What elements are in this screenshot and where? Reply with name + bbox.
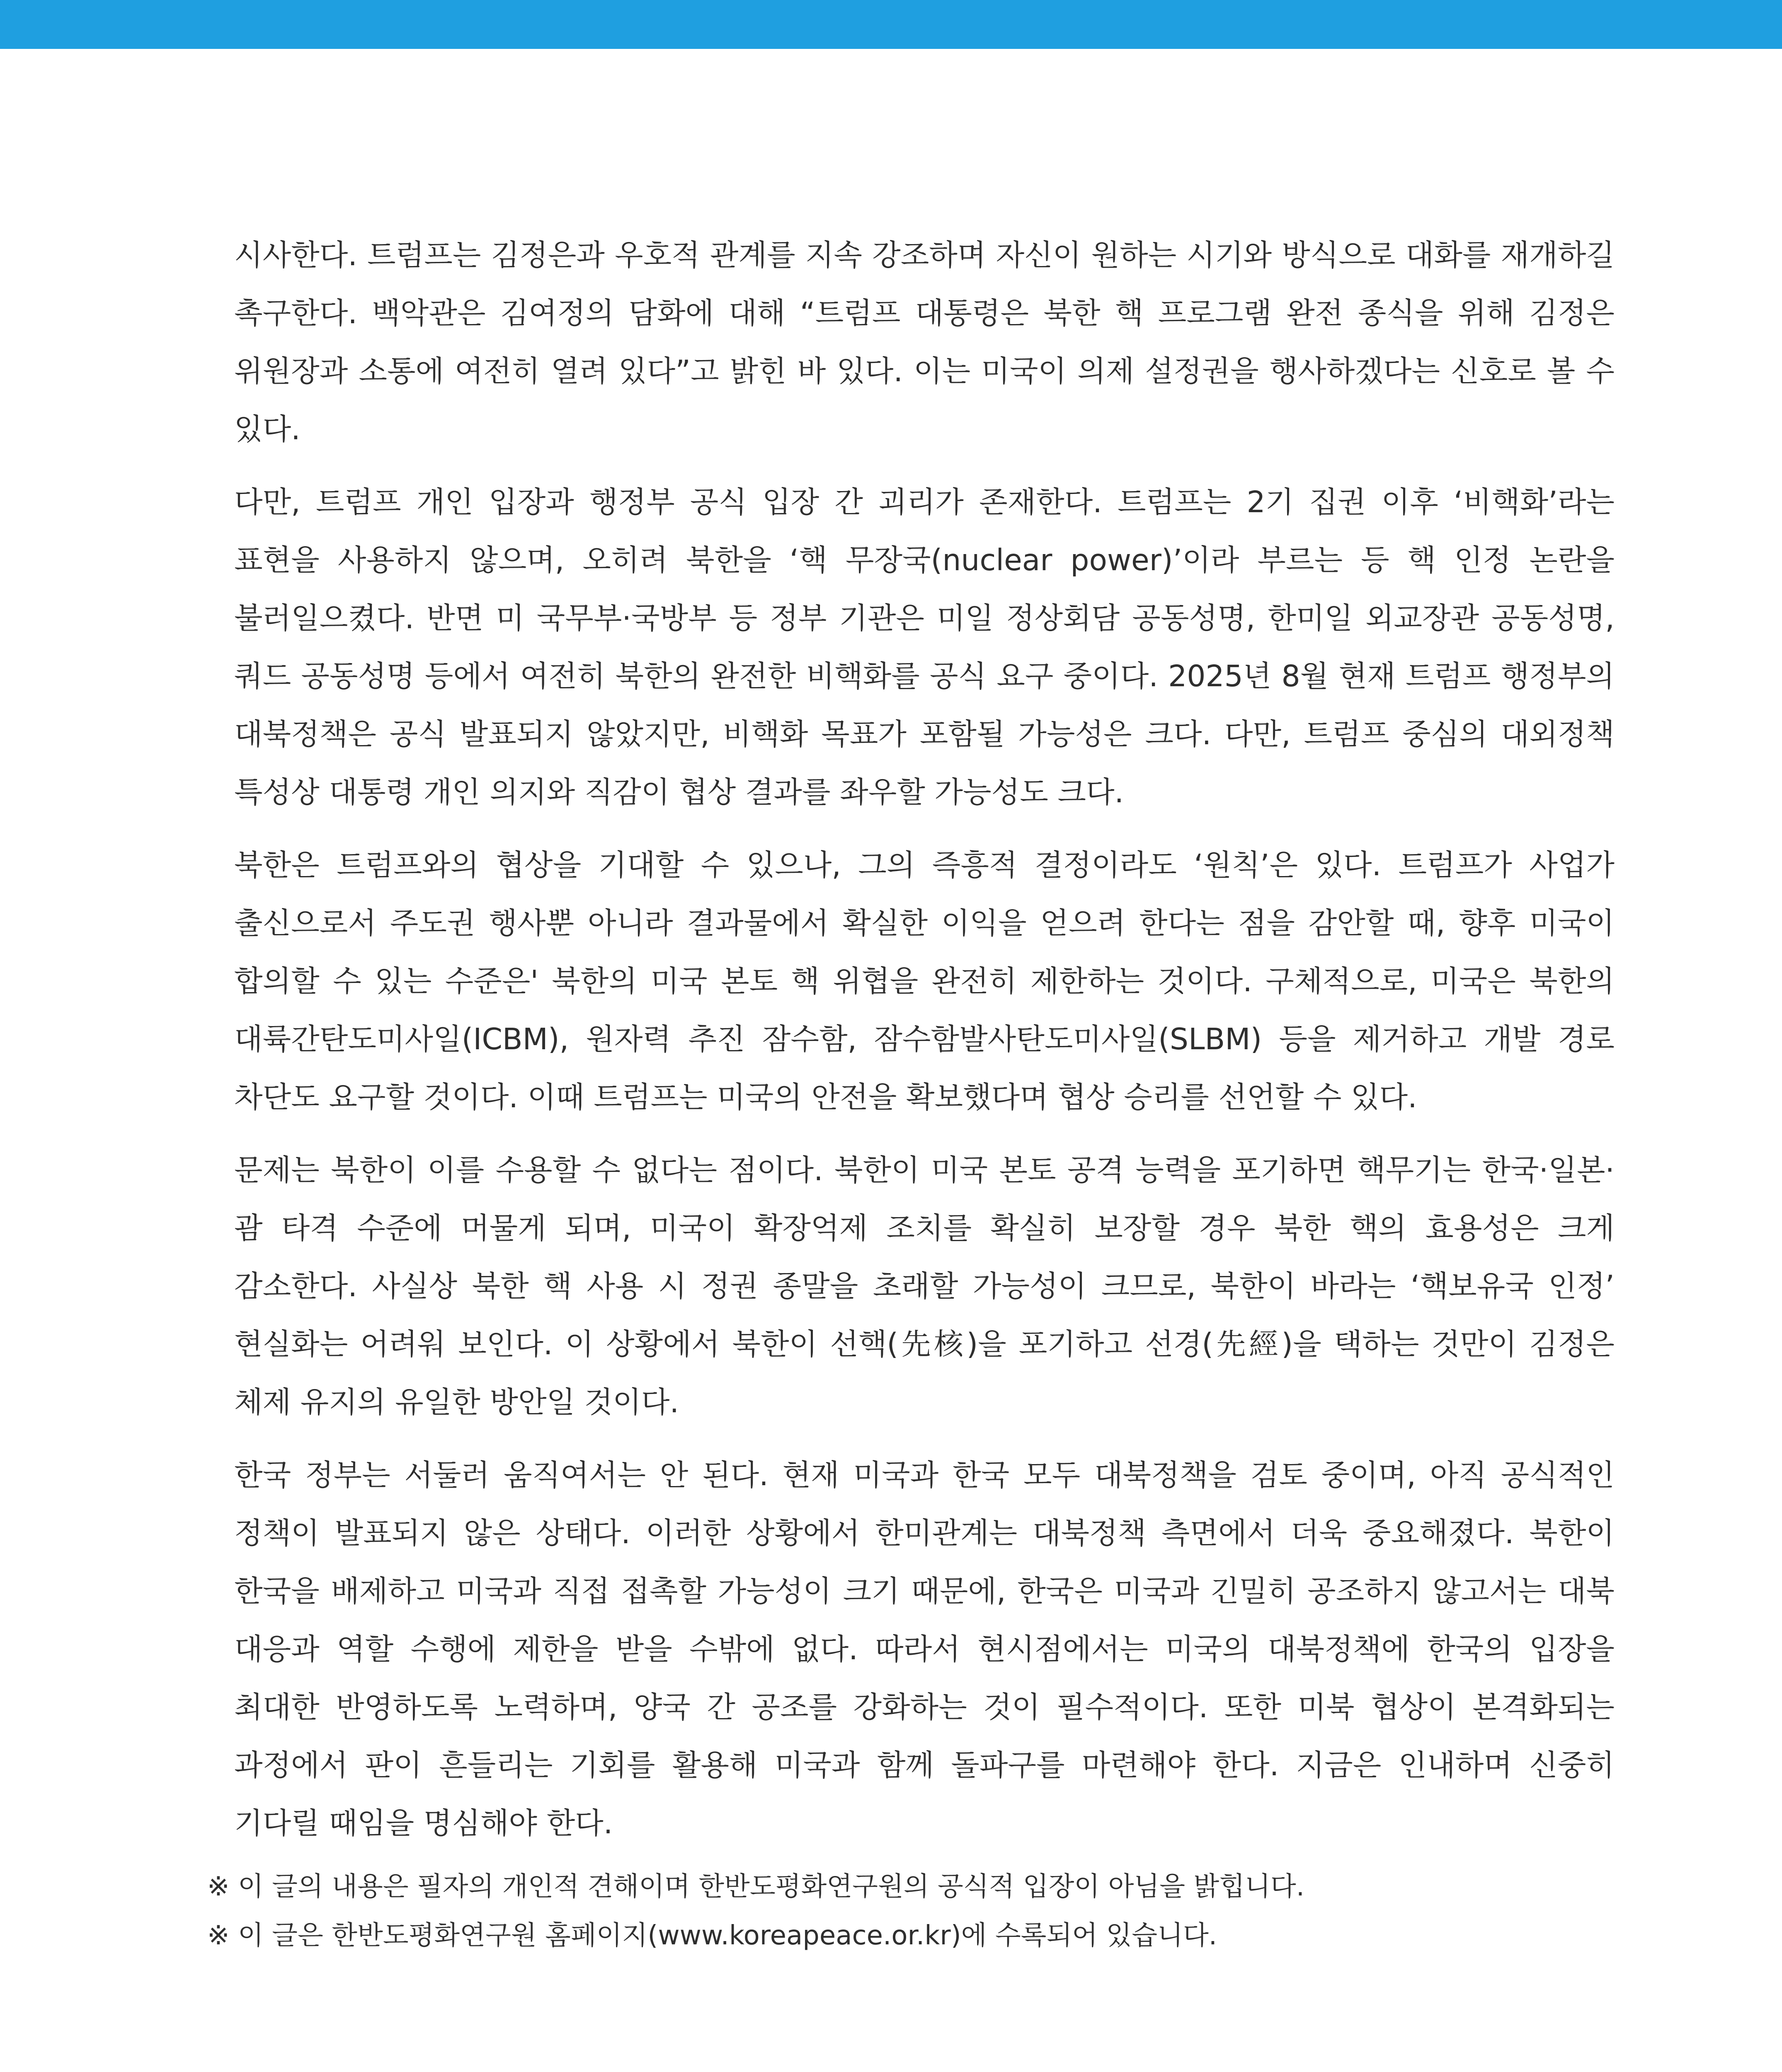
- article-body: [234, 226, 1615, 1867]
- disclaimer-note: ※ 이 글의 내용은 필자의 개인적 견해이며 한반도평화연구원의 공식적 입장이 아님을 밝힙니다.: [207, 1871, 1305, 1902]
- top-accent-bar: [0, 0, 1782, 49]
- article-paragraph: 시사한다. 트럼프는 김정은과 우호적 관계를 지속 강조하며 자신이 원하는 시기와 방식으로 대화를 재개하길 촉구한다. 백악관은 김여정의 담화에 대해 “트럼프 대통령은 북한 핵 프로그램 완전 종식을 위해 김정은 위원장과 소통에 여전히 열려 있다”고 밝힌 바 있다. 이는 미국이 의제 설정권을 행사하겠다는 신호로 볼 수 있다.: [234, 238, 1615, 446]
- article-paragraph: 한국 정부는 서둘러 움직여서는 안 된다. 현재 미국과 한국 모두 대북정책을 검토 중이며, 아직 공식적인 정책이 발표되지 않은 상태다. 이러한 상황에서 한미관계는 대북정책 측면에서 더욱 중요해졌다. 북한이 한국을 배제하고 미국과 직접 접촉할 가능성이 크기 때문에, 한국은 미국과 긴밀히 공조하지 않고서는 대북 대응과 역할 수행에 제한을 받을 수밖에 없다. 따라서 현시점에서는 미국의 대북정책에 한국의 입장을 최대한 반영하도록 노력하며, 양국 간 공조를 강화하는 것이 필수적이다. 또한 미북 협상이 본격화되는 과정에서 판이 흔들리는 기회를 활용해 미국과 함께 돌파구를 마련해야 한다. 지금은 인내하며 신중히 기다릴 때임을 명심해야 한다.: [234, 1458, 1615, 1840]
- article-paragraph: 다만, 트럼프 개인 입장과 행정부 공식 입장 간 괴리가 존재한다. 트럼프는 2기 집권 이후 ‘비핵화’라는 표현을 사용하지 않으며, 오히려 북한을 ‘핵 무장국(nuclear power)’이라 부르는 등 핵 인정 논란을 불러일으켰다. 반면 미 국무부·국방부 등 정부 기관은 미일 정상회담 공동성명, 한미일 외교장관 공동성명, 쿼드 공동성명 등에서 여전히 북한의 완전한 비핵화를 공식 요구 중이다. 2025년 8월 현재 트럼프 행정부의 대북정책은 공식 발표되지 않았지만, 비핵화 목표가 포함될 가능성은 크다. 다만, 트럼프 중심의 대외정책 특성상 대통령 개인 의지와 직감이 협상 결과를 좌우할 가능성도 크다.: [234, 485, 1615, 809]
- article-paragraph: 북한은 트럼프와의 협상을 기대할 수 있으나, 그의 즉흥적 결정이라도 ‘원칙’은 있다. 트럼프가 사업가 출신으로서 주도권 행사뿐 아니라 결과물에서 확실한 이익을 얻으려 한다는 점을 감안할 때, 향후 미국이 합의할 수 있는 수준은' 북한의 미국 본토 핵 위협을 완전히 제한하는 것이다. 구체적으로, 미국은 북한의 대륙간탄도미사일(ICBM), 원자력 추진 잠수함, 잠수함발사탄도미사일(SLBM) 등을 제거하고 개발 경로 차단도 요구할 것이다. 이때 트럼프는 미국의 안전을 확보했다며 협상 승리를 선언할 수 있다.: [234, 848, 1615, 1114]
- disclaimer-notes: [207, 1862, 1625, 1960]
- article-paragraph: 문제는 북한이 이를 수용할 수 없다는 점이다. 북한이 미국 본토 공격 능력을 포기하면 핵무기는 한국·일본·괌 타격 수준에 머물게 되며, 미국이 확장억제 조치를 확실히 보장할 경우 북한 핵의 효용성은 크게 감소한다. 사실상 북한 핵 사용 시 정권 종말을 초래할 가능성이 크므로, 북한이 바라는 ‘핵보유국 인정’ 현실화는 어려워 보인다. 이 상황에서 북한이 선핵(先核)을 포기하고 선경(先經)을 택하는 것만이 김정은 체제 유지의 유일한 방안일 것이다.: [234, 1153, 1615, 1419]
- disclaimer-note: ※ 이 글은 한반도평화연구원 홈페이지(www.koreapeace.or.kr)에 수록되어 있습니다.: [207, 1920, 1217, 1951]
